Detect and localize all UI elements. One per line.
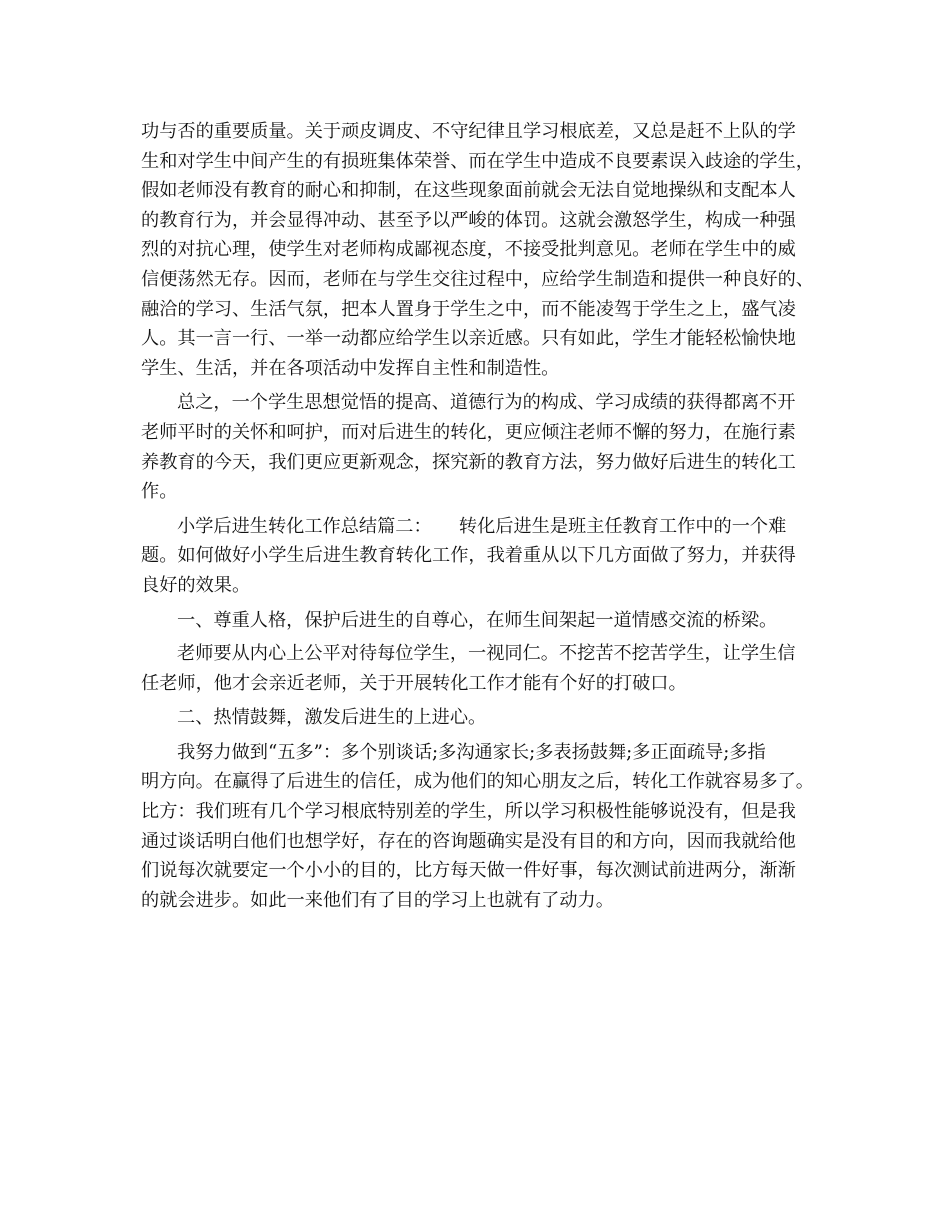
text-line: 良好的效果。 — [141, 574, 251, 596]
text-line: 题。如何做好小学生后进生教育转化工作，我着重从以下几方面做了努力，并获得 — [141, 545, 796, 567]
paragraph-4 — [141, 606, 827, 636]
text-line: 小学后进生转化工作总结篇二： 转化后进生是班主任教育工作中的一个难 — [177, 515, 787, 537]
paragraph-5 — [141, 639, 827, 698]
text-line: 通过谈话明白他们也想学好，存在的咨询题确实是没有目的和方向，因而我就给他 — [141, 830, 796, 852]
text-line: 假如老师没有教育的耐心和抑制，在这些现象面前就会无法自觉地操纵和支配本人 — [141, 180, 796, 202]
text-line: 生和对学生中间产生的有损班集体荣誉、而在学生中造成不良要素误入歧途的学生， — [141, 150, 814, 172]
text-line: 一、尊重人格，保护后进生的自尊心，在师生间架起一道情感交流的桥梁。 — [177, 609, 778, 631]
text-line: 二、热情鼓舞，激发后进生的上进心。 — [177, 707, 487, 729]
text-line: 任老师，他才会亲近老师，关于开展转化工作才能有个好的打破口。 — [141, 672, 687, 694]
text-line: 总之，一个学生思想觉悟的提高、道德行为的构成、学习成绩的获得都离不开 — [177, 392, 796, 414]
text-line: 的教育行为，并会显得冲动、甚至予以严峻的体罚。这就会激怒学生，构成一种强 — [141, 209, 796, 231]
text-line: 信便荡然无存。因而，老师在与学生交往过程中，应给学生制造和提供一种良好的、 — [141, 268, 814, 290]
paragraph-7 — [141, 738, 827, 916]
text-line: 人。其一言一行、一举一动都应给学生以亲近感。只有如此，学生才能轻松愉快地 — [141, 328, 796, 350]
paragraph-6 — [141, 703, 827, 733]
text-line: 老师要从内心上公平对待每位学生，一视同仁。不挖苦不挖苦学生，让学生信 — [177, 643, 796, 665]
text-line: 作。 — [141, 481, 178, 503]
text-line: 们说每次就要定一个小小的目的，比方每天做一件好事，每次测试前进两分，渐渐 — [141, 860, 796, 882]
document-body — [141, 117, 827, 915]
paragraph-3 — [141, 512, 827, 601]
text-line: 功与否的重要质量。关于顽皮调皮、不守纪律且学习根底差，又总是赶不上队的学 — [141, 121, 796, 142]
text-line: 的就会进步。如此一来他们有了目的学习上也就有了动力。 — [141, 889, 614, 911]
text-line: 学生、生活，并在各项活动中发挥自主性和制造性。 — [141, 357, 560, 379]
text-line: 明方向。在赢得了后进生的信任，成为他们的知心朋友之后，转化工作就容易多了。 — [141, 771, 814, 793]
text-line: 融洽的学习、生活气氛，把本人置身于学生之中，而不能凌驾于学生之上，盛气凌 — [141, 298, 796, 320]
text-line: 老师平时的关怀和呵护，而对后进生的转化，更应倾注老师不懈的努力，在施行素 — [141, 421, 796, 443]
text-line: 烈的对抗心理，使学生对老师构成鄙视态度，不接受批判意见。老师在学生中的威 — [141, 239, 796, 261]
text-line: 我努力做到“五多”：多个别谈话;多沟通家长;多表扬鼓舞;多正面疏导;多指 — [177, 741, 766, 763]
text-line: 养教育的今天，我们更应更新观念，探究新的教育方法，努力做好后进生的转化工 — [141, 451, 796, 473]
paragraph-2 — [141, 388, 827, 506]
text-line: 比方：我们班有几个学习根底特别差的学生，所以学习积极性能够说没有，但是我 — [141, 801, 796, 823]
paragraph-1 — [141, 117, 827, 383]
